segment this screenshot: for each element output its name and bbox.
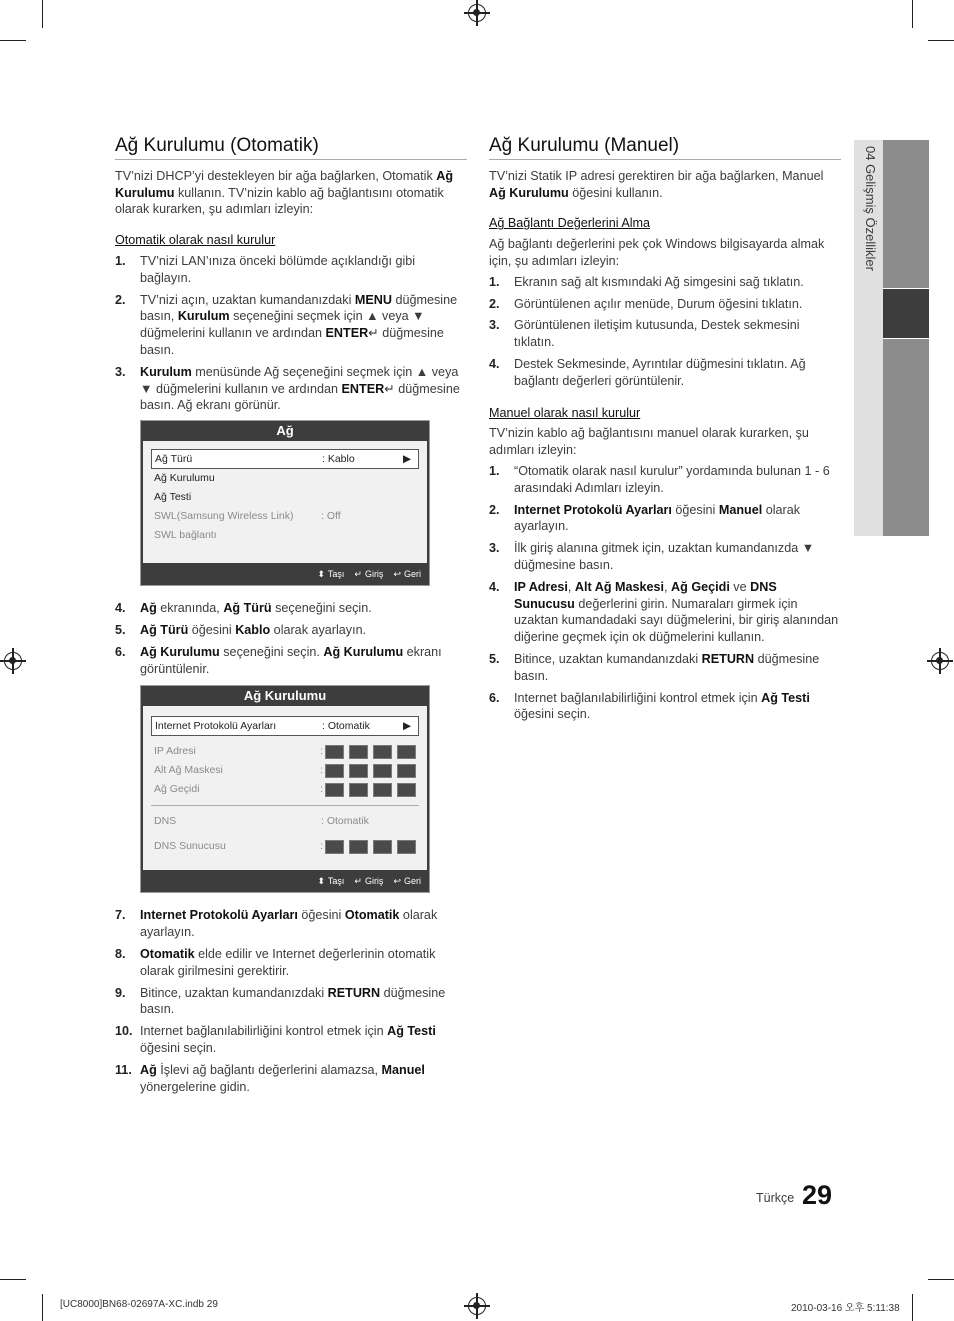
- step-number: 4.: [115, 601, 126, 616]
- list-item: [489, 579, 841, 646]
- step-text: IP Adresi, Alt Ağ Maskesi, Ağ Geçidi ve DNS Sunucusu değerlerini girin. Numaraları girmek için uzaktan kumandadaki sayı düğmelerini, bir giriş alanından diğerine geçmek için ok düğmelerini kullanın.: [514, 579, 839, 645]
- step-number: 4.: [489, 579, 500, 594]
- section-title-manual: Ağ Kurulumu (Manuel): [489, 138, 841, 160]
- chapter-bar: [883, 140, 929, 288]
- step-number: 1.: [489, 274, 500, 289]
- list-item: [115, 907, 467, 941]
- ip-address-fields[interactable]: [325, 745, 416, 759]
- steps-list-c: [115, 907, 467, 1095]
- list-item: [489, 463, 841, 497]
- crop-mark: [0, 1279, 26, 1280]
- return-icon: ↩: [393, 568, 401, 579]
- subnet-mask-fields[interactable]: [325, 764, 416, 778]
- step-text: Otomatik elde edilir ve Internet değerlerinin otomatik olarak girilmesini gerektirir.: [140, 946, 436, 978]
- menu-item-swl: SWL(Samsung Wireless Link) : Off: [154, 510, 341, 523]
- print-footer-left: [UC8000]BN68-02697A-XC.indb 29: [60, 1299, 218, 1310]
- section-title-auto: Ağ Kurulumu (Otomatik): [115, 138, 467, 160]
- list-item: [115, 1062, 467, 1096]
- osd-menu-body: [143, 706, 427, 870]
- menu-item-network-setup[interactable]: Ağ Kurulumu: [154, 472, 215, 485]
- back-hint: ↩ Geri: [393, 873, 421, 890]
- step-number: 2.: [489, 296, 500, 311]
- subnet-mask-row: Alt Ağ Maskesi :: [151, 761, 419, 780]
- dns-server-fields[interactable]: [325, 840, 416, 854]
- step-number: 1.: [115, 253, 126, 268]
- step-number: 3.: [115, 364, 126, 379]
- list-item: [115, 1023, 467, 1057]
- step-text: Internet bağlanılabilirliğini kontrol etmek için Ağ Testi öğesini seçin.: [514, 690, 810, 722]
- step-number: 2.: [115, 292, 126, 307]
- list-item: [489, 502, 841, 536]
- dns-row: DNS : Otomatik: [154, 815, 369, 828]
- registration-mark-icon: [931, 652, 949, 670]
- list-item: [115, 253, 467, 287]
- crop-mark: [42, 0, 43, 28]
- step-number: 8.: [115, 946, 126, 961]
- step-number: 3.: [489, 318, 500, 333]
- gateway-row: Ağ Geçidi :: [151, 780, 419, 799]
- up-down-arrow-icon: ⬍: [317, 875, 325, 886]
- enter-icon: ↵: [354, 875, 362, 886]
- subheading-get-values: Ağ Bağlantı Değerlerini Alma: [489, 216, 651, 231]
- crop-mark: [912, 1294, 913, 1321]
- intro-paragraph: TV’nizi DHCP’yi destekleyen bir ağa bağlarken, Otomatik Ağ Kurulumu kullanın. TV’nizin kablo ağ bağlantısını otomatik olarak kurarken, şu adımları izleyin:: [115, 168, 454, 217]
- step-text: Görüntülenen açılır menüde, Durum öğesini tıklatın.: [514, 296, 803, 311]
- step-text: Görüntülenen iletişim kutusunda, Destek sekmesini tıklatın.: [514, 318, 800, 350]
- right-column: [489, 135, 841, 728]
- step-text: Internet Protokolü Ayarları öğesini Otomatik olarak ayarlayın.: [140, 908, 438, 940]
- crop-mark: [42, 1294, 43, 1321]
- move-hint: ⬍ Taşı: [317, 566, 344, 583]
- list-item: [115, 600, 467, 617]
- step-text: Internet Protokolü Ayarları öğesini Manuel olarak ayarlayın.: [514, 502, 801, 534]
- step-text: Ağ Kurulumu seçeneğini seçin. Ağ Kurulumu ekranı görüntülenir.: [140, 644, 442, 676]
- list-item: [489, 540, 841, 574]
- right-arrow-icon: ▶: [402, 719, 412, 732]
- osd-title: Ağ Kurulumu: [243, 688, 327, 704]
- up-down-arrow-icon: ⬍: [317, 568, 325, 579]
- step-number: 5.: [115, 622, 126, 637]
- intro-paragraph: TV’nizi Statik IP adresi gerektiren bir ağa bağlarken, Manuel Ağ Kurulumu öğesini kullanın.: [489, 168, 824, 200]
- menu-item-swl-connect: SWL bağlantı: [154, 529, 217, 542]
- steps-list-values: [489, 274, 841, 390]
- menu-item-network-type[interactable]: Ağ Türü : Kablo ▶: [151, 449, 419, 469]
- step-text: TV’nizi açın, uzaktan kumandanızdaki MENU düğmesine basın, Kurulum seçeneğini seçmek için ▲ veya ▼ düğmelerini kullanın ve ardından ENTER↵ düğmesine basın.: [140, 292, 458, 357]
- osd-footer: [141, 563, 429, 585]
- list-item: [489, 356, 841, 390]
- step-text: Destek Sekmesinde, Ayrıntılar düğmesini tıklatın. Ağ bağlantı değerleri görüntülenir.: [514, 356, 806, 388]
- steps-list-a: [115, 253, 467, 414]
- sub-intro: TV’nizin kablo ağ bağlantısını manuel olarak kurarken, şu adımları izleyin:: [489, 426, 809, 458]
- osd-menu-body: [143, 441, 427, 563]
- step-text: Ekranın sağ alt kısmındaki Ağ simgesini sağ tıklatın.: [514, 274, 804, 289]
- list-item: [489, 317, 841, 351]
- step-number: 6.: [489, 690, 500, 705]
- enter-hint: ↵ Giriş: [354, 566, 383, 583]
- step-number: 2.: [489, 502, 500, 517]
- enter-icon: ↵: [354, 568, 362, 579]
- step-text: Bitince, uzaktan kumandanızdaki RETURN düğmesine basın.: [140, 985, 446, 1017]
- step-number: 10.: [115, 1024, 133, 1039]
- step-text: Ağ İşlevi ağ bağlantı değerlerini alamazsa, Manuel yönergelerine gidin.: [140, 1062, 425, 1094]
- chapter-tab-label: 04 Gelişmiş Özellikler: [863, 146, 878, 271]
- menu-item-network-test[interactable]: Ağ Testi: [154, 491, 192, 504]
- subheading-manual-setup: Manuel olarak nasıl kurulur: [489, 405, 641, 420]
- left-column: [115, 135, 467, 1100]
- crop-mark: [928, 1279, 954, 1280]
- divider: [151, 805, 419, 806]
- step-text: Ağ ekranında, Ağ Türü seçeneğini seçin.: [140, 601, 372, 616]
- crop-mark: [928, 40, 954, 41]
- move-hint: ⬍ Taşı: [317, 873, 344, 890]
- step-number: 11.: [115, 1062, 132, 1077]
- page-number: 29: [802, 1180, 833, 1210]
- step-text: Ağ Türü öğesini Kablo olarak ayarlayın.: [140, 622, 367, 637]
- steps-list-b: [115, 600, 467, 677]
- list-item: [115, 622, 467, 639]
- dns-server-row: DNS Sunucusu :: [151, 837, 419, 856]
- step-text: Internet bağlanılabilirliğini kontrol etmek için Ağ Testi öğesini seçin.: [140, 1024, 436, 1055]
- step-number: 7.: [115, 908, 126, 923]
- gateway-fields[interactable]: [325, 783, 416, 797]
- list-item: [115, 946, 467, 980]
- step-number: 3.: [489, 541, 500, 556]
- step-text: TV’nizi LAN’ınıza önceki bölümde açıklandığı gibi bağlayın.: [140, 253, 416, 285]
- language-label: Türkçe: [756, 1191, 795, 1205]
- network-setup-screen: [140, 685, 430, 893]
- list-item: [115, 985, 467, 1019]
- print-footer-right: 2010-03-16 오후 5:11:38: [791, 1303, 900, 1314]
- step-number: 5.: [489, 651, 500, 666]
- step-text: Bitince, uzaktan kumandanızdaki RETURN düğmesine basın.: [514, 651, 820, 683]
- chapter-bar: [883, 339, 929, 536]
- network-menu-screen: [140, 420, 430, 586]
- step-number: 4.: [489, 356, 500, 371]
- list-item: [489, 690, 841, 724]
- list-item: [115, 644, 467, 678]
- steps-list-manual: [489, 463, 841, 723]
- subheading-auto-setup: Otomatik olarak nasıl kurulur: [115, 233, 276, 248]
- list-item: [489, 274, 841, 291]
- crop-mark: [912, 0, 913, 28]
- registration-mark-icon: [468, 4, 486, 22]
- ip-address-row: IP Adresi :: [151, 742, 419, 761]
- step-text: “Otomatik olarak nasıl kurulur” yordamında bulunan 1 - 6 arasındaki Adımları izleyin.: [514, 463, 830, 495]
- step-text: Kurulum menüsünde Ağ seçeneğini seçmek için ▲ veya ▼ düğmelerini kullanın ve ardından ENTER↵ düğmesine basın. Ağ ekranı görünür.: [140, 364, 460, 413]
- list-item: [489, 651, 841, 685]
- menu-item-ip-settings[interactable]: Internet Protokolü Ayarları : Otomatik ▶: [151, 716, 419, 736]
- list-item: [115, 292, 467, 359]
- list-item: [115, 364, 467, 414]
- step-number: 6.: [115, 644, 126, 659]
- osd-footer: [141, 870, 429, 892]
- step-number: 1.: [489, 463, 500, 478]
- return-icon: ↩: [393, 875, 401, 886]
- step-number: 9.: [115, 985, 126, 1000]
- list-item: [489, 296, 841, 313]
- back-hint: ↩ Geri: [393, 566, 421, 583]
- crop-mark: [0, 40, 26, 41]
- step-text: İlk giriş alanına gitmek için, uzaktan kumandanızda ▼ düğmesine basın.: [514, 541, 815, 572]
- enter-hint: ↵ Giriş: [354, 873, 383, 890]
- right-arrow-icon: ▶: [402, 452, 412, 465]
- registration-mark-icon: [4, 652, 22, 670]
- registration-mark-icon: [468, 1297, 486, 1315]
- sub-intro: Ağ bağlantı değerlerini pek çok Windows bilgisayarda almak için, şu adımları izleyin:: [489, 237, 825, 268]
- chapter-bar-active: [883, 289, 929, 338]
- osd-title: Ağ: [276, 423, 294, 439]
